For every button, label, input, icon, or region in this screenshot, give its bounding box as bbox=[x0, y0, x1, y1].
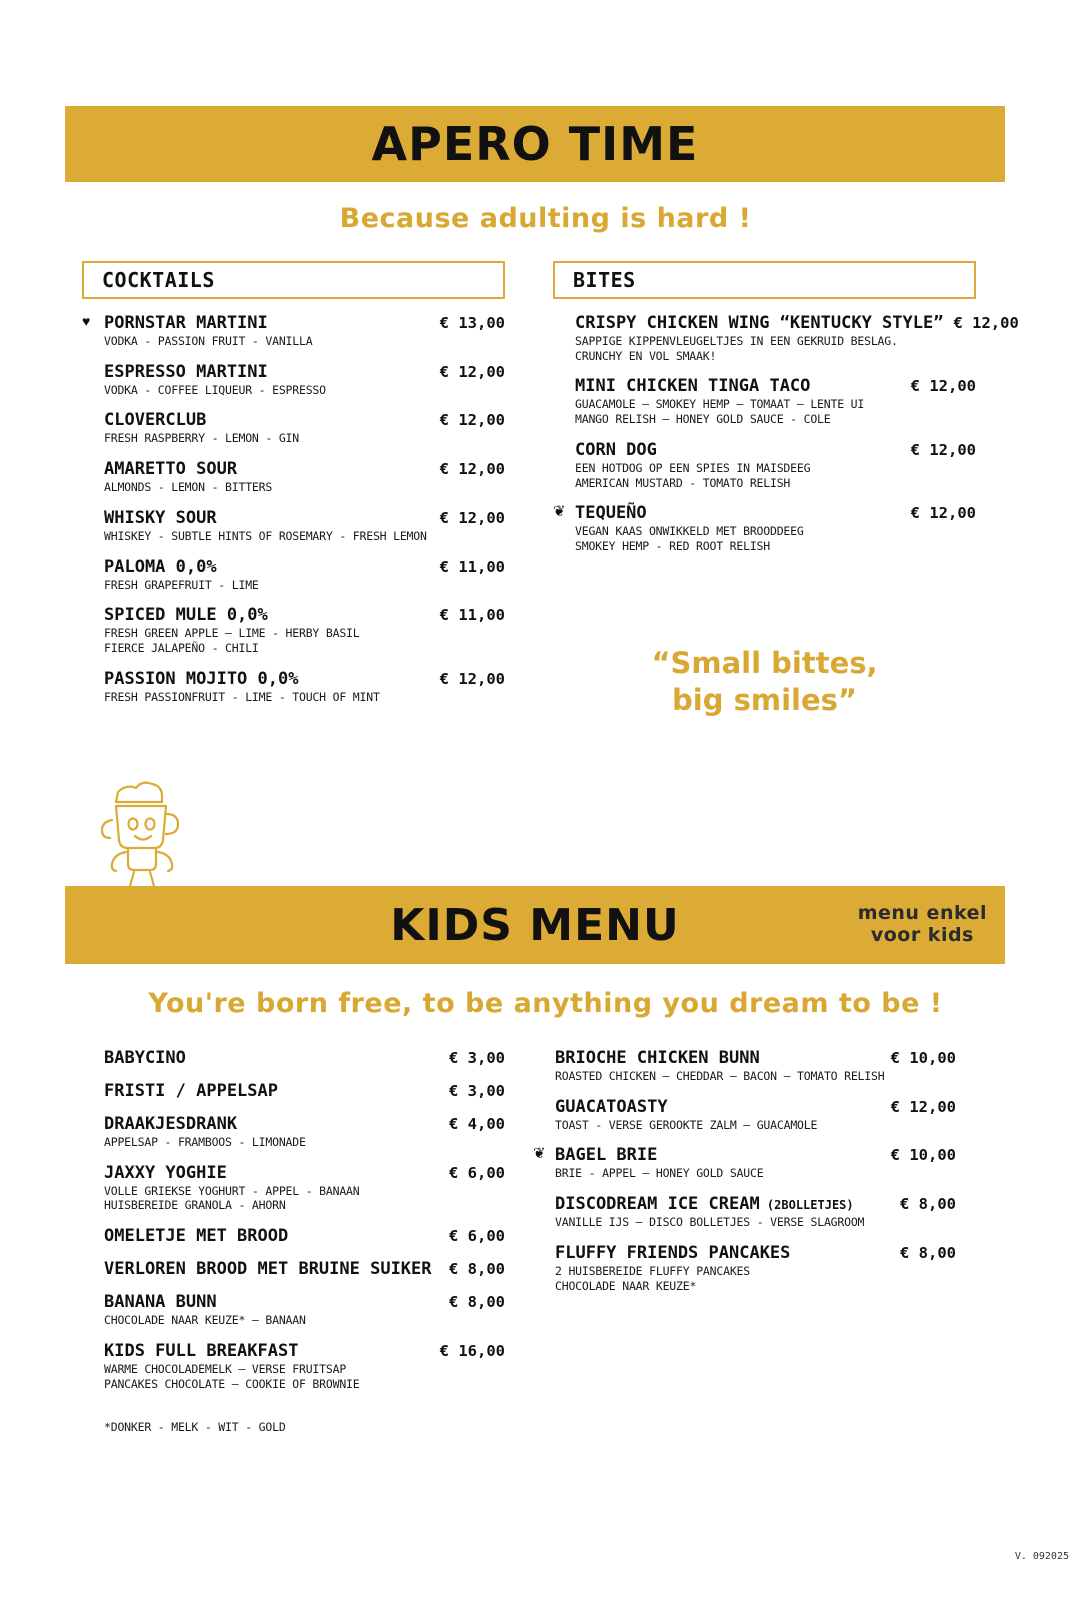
menu-item-row bbox=[104, 1226, 505, 1246]
menu-item-price: € 12,00 bbox=[890, 1097, 956, 1116]
kids-menu-banner bbox=[65, 886, 1005, 964]
menu-item-name-note: (2BOLLETJES) bbox=[759, 1198, 854, 1213]
quote-line-2: big smiles” bbox=[672, 683, 857, 718]
menu-item-price: € 12,00 bbox=[910, 440, 976, 459]
menu-item-name: BABYCINO bbox=[104, 1048, 186, 1068]
kids-chocolate-footnote: *DONKER - MELK - WIT - GOLD bbox=[104, 1420, 286, 1434]
menu-item-price: € 6,00 bbox=[449, 1227, 505, 1246]
menu-item-description: FRESH GRAPEFRUIT - LIME bbox=[104, 577, 259, 592]
menu-item bbox=[82, 313, 505, 349]
mascot-coffee-cup-icon bbox=[88, 780, 198, 895]
menu-item bbox=[553, 503, 976, 553]
menu-item bbox=[82, 1081, 505, 1101]
quote-line-1: “Small bittes, bbox=[651, 646, 878, 680]
menu-item-row bbox=[555, 1048, 956, 1068]
cocktails-heading-label: COCKTAILS bbox=[102, 268, 215, 292]
kids-note-line-1: menu enkel bbox=[857, 902, 987, 925]
menu-item-name: DRAAKJESDRANK bbox=[104, 1114, 238, 1134]
menu-item-row bbox=[555, 1145, 956, 1165]
menu-item bbox=[82, 1259, 505, 1279]
menu-item-row bbox=[104, 1163, 505, 1183]
menu-item-row bbox=[104, 669, 505, 689]
menu-item-row bbox=[575, 313, 1019, 333]
cocktails-section-heading bbox=[82, 261, 505, 299]
kids-left-list bbox=[82, 1048, 505, 1404]
menu-item-name: DISCODREAM ICE CREAM (2BOLLETJES) bbox=[555, 1194, 854, 1215]
menu-item-name: GUACATOASTY bbox=[555, 1096, 668, 1117]
cocktails-list bbox=[82, 313, 505, 717]
menu-item-description: GUACAMOLE – SMOKEY HEMP – TOMAAT – LENTE UI MANGO RELISH – HONEY GOLD SAUCE - COLE bbox=[575, 397, 865, 427]
menu-item-name: CORN DOG bbox=[575, 439, 657, 460]
menu-item-row bbox=[575, 503, 976, 523]
menu-item-row bbox=[104, 362, 505, 382]
menu-item-price: € 8,00 bbox=[449, 1293, 505, 1312]
menu-item-name: FRISTI / APPELSAP bbox=[104, 1081, 278, 1101]
menu-item-price: € 12,00 bbox=[439, 508, 505, 527]
menu-item-price: € 16,00 bbox=[439, 1341, 505, 1360]
menu-item-description: VODKA - COFFEE LIQUEUR - ESPRESSO bbox=[104, 382, 326, 397]
menu-item-name: PORNSTAR MARTINI bbox=[104, 313, 268, 333]
menu-item-description: FRESH GREEN APPLE – LIME - HERBY BASIL FIERCE JALAPEÑO - CHILI bbox=[104, 626, 360, 656]
menu-item-price: € 12,00 bbox=[439, 460, 505, 479]
menu-item-description: BRIE - APPEL – HONEY GOLD SAUCE bbox=[555, 1166, 764, 1181]
menu-item-name: BANANA BUNN bbox=[104, 1292, 217, 1313]
menu-item-name: VERLOREN BROOD MET BRUINE SUIKER bbox=[104, 1259, 432, 1280]
menu-item-row bbox=[104, 459, 505, 479]
menu-item-row bbox=[104, 557, 505, 577]
menu-item-row bbox=[104, 508, 505, 528]
menu-item-row bbox=[575, 376, 976, 396]
menu-item-price: € 12,00 bbox=[910, 504, 976, 523]
menu-item-price: € 8,00 bbox=[900, 1243, 956, 1262]
bites-list bbox=[553, 313, 1019, 567]
menu-item-price: € 12,00 bbox=[910, 377, 976, 396]
menu-item-row bbox=[104, 605, 505, 625]
menu-item bbox=[82, 669, 505, 705]
menu-item-description: VANILLE IJS – DISCO BOLLETJES - VERSE SLAGROOM bbox=[555, 1215, 865, 1230]
menu-item-description: VOLLE GRIEKSE YOGHURT - APPEL - BANAAN HUISBEREIDE GRANOLA - AHORN bbox=[104, 1183, 360, 1213]
menu-item-row bbox=[104, 1292, 505, 1312]
menu-item-price: € 13,00 bbox=[439, 314, 505, 332]
menu-item-name: ESPRESSO MARTINI bbox=[104, 361, 268, 382]
menu-item-name: PASSION MOJITO 0,0% bbox=[104, 668, 299, 689]
menu-item-price: € 12,00 bbox=[953, 314, 1019, 332]
menu-item-description: FRESH PASSIONFRUIT - LIME - TOUCH OF MINT bbox=[104, 689, 380, 704]
menu-item-name: WHISKY SOUR bbox=[104, 507, 217, 528]
menu-item bbox=[553, 376, 976, 426]
kids-note-line-2: voor kids bbox=[870, 924, 974, 946]
menu-item-description: 2 HUISBEREIDE FLUFFY PANCAKES CHOCOLADE NAAR KEUZE* bbox=[555, 1263, 750, 1293]
menu-item-row bbox=[104, 410, 505, 430]
menu-item-name: SPICED MULE 0,0% bbox=[104, 605, 268, 626]
menu-item-row bbox=[555, 1194, 956, 1214]
menu-item-row bbox=[555, 1097, 956, 1117]
menu-item-description: WARME CHOCOLADEMELK – VERSE FRUITSAP PANCAKES CHOCOLATE – COOKIE OF BROWNIE bbox=[104, 1361, 360, 1391]
menu-item-description: ALMONDS - LEMON - BITTERS bbox=[104, 480, 273, 495]
kids-tagline: You're born free, to be anything you dream to be ! bbox=[148, 988, 943, 1019]
menu-item-name: MINI CHICKEN TINGA TACO bbox=[575, 376, 811, 397]
menu-item-description: TOAST - VERSE GEROOKTE ZALM – GUACAMOLE bbox=[555, 1117, 818, 1132]
menu-item bbox=[82, 1163, 505, 1213]
menu-item-description: APPELSAP - FRAMBOOS - LIMONADE bbox=[104, 1135, 306, 1149]
menu-item-name: OMELETJE MET BROOD bbox=[104, 1226, 289, 1247]
menu-item bbox=[82, 605, 505, 655]
leaf-icon: ❦ bbox=[553, 503, 566, 521]
menu-item-name: JAXXY YOGHIE bbox=[104, 1162, 227, 1183]
menu-item-price: € 3,00 bbox=[449, 1049, 505, 1067]
menu-item-price: € 10,00 bbox=[890, 1049, 956, 1067]
menu-item-description: EEN HOTDOG OP EEN SPIES IN MAISDEEG AMERICAN MUSTARD - TOMATO RELISH bbox=[575, 460, 811, 490]
menu-item-price: € 3,00 bbox=[449, 1082, 505, 1100]
menu-item-description: WHISKEY - SUBTLE HINTS OF ROSEMARY - FRESH LEMON bbox=[104, 528, 427, 543]
menu-item bbox=[82, 508, 505, 544]
menu-item-price: € 12,00 bbox=[439, 669, 505, 688]
menu-item-price: € 12,00 bbox=[439, 411, 505, 430]
menu-item-price: € 12,00 bbox=[439, 362, 505, 381]
menu-item-name: BAGEL BRIE bbox=[555, 1145, 658, 1166]
menu-item-price: € 4,00 bbox=[449, 1115, 505, 1133]
menu-item bbox=[82, 459, 505, 495]
menu-item bbox=[533, 1194, 956, 1230]
menu-item-price: € 11,00 bbox=[439, 557, 505, 576]
menu-item-row bbox=[104, 1259, 505, 1279]
menu-item bbox=[553, 313, 1019, 363]
menu-item-price: € 10,00 bbox=[890, 1146, 956, 1165]
menu-item-name: CLOVERCLUB bbox=[104, 410, 207, 431]
menu-item-name: TEQUEÑO bbox=[575, 503, 647, 524]
menu-item-price: € 8,00 bbox=[449, 1260, 505, 1279]
kids-menu-title: KIDS MENU bbox=[390, 899, 680, 951]
menu-item-name: BRIOCHE CHICKEN BUNN bbox=[555, 1048, 760, 1068]
menu-item bbox=[82, 557, 505, 593]
menu-item-description: SAPPIGE KIPPENVLEUGELTJES IN EEN GEKRUID BESLAG. CRUNCHY EN VOL SMAAK! bbox=[575, 334, 898, 363]
small-bites-quote bbox=[553, 645, 976, 719]
menu-item-description: ROASTED CHICKEN – CHEDDAR – BACON – TOMATO RELISH bbox=[555, 1069, 885, 1083]
menu-item-row bbox=[104, 1081, 505, 1101]
menu-item bbox=[533, 1145, 956, 1181]
menu-item-name: PALOMA 0,0% bbox=[104, 556, 217, 577]
kids-menu-note bbox=[858, 903, 987, 947]
menu-item-row bbox=[104, 1114, 505, 1134]
menu-item-price: € 6,00 bbox=[449, 1163, 505, 1182]
menu-item bbox=[533, 1097, 956, 1133]
menu-item bbox=[82, 1048, 505, 1068]
menu-item-description: VODKA - PASSION FRUIT - VANILLA bbox=[104, 334, 313, 348]
heart-icon: ♥ bbox=[82, 313, 91, 329]
menu-item-description: FRESH RASPBERRY - LEMON - GIN bbox=[104, 431, 299, 446]
apero-time-banner bbox=[65, 106, 1005, 182]
menu-item-name: CRISPY CHICKEN WING “KENTUCKY STYLE” bbox=[575, 313, 944, 333]
menu-item bbox=[553, 440, 976, 490]
menu-item-row bbox=[555, 1243, 956, 1263]
menu-item bbox=[533, 1243, 956, 1293]
menu-item bbox=[82, 410, 505, 446]
menu-item bbox=[82, 1341, 505, 1391]
menu-item-name: FLUFFY FRIENDS PANCAKES bbox=[555, 1242, 791, 1263]
menu-item bbox=[82, 1114, 505, 1150]
menu-item-price: € 11,00 bbox=[439, 606, 505, 625]
menu-item bbox=[82, 1292, 505, 1328]
menu-item-name: KIDS FULL BREAKFAST bbox=[104, 1340, 299, 1361]
kids-right-list bbox=[533, 1048, 956, 1306]
menu-item-row bbox=[575, 440, 976, 460]
bites-section-heading bbox=[553, 261, 976, 299]
menu-item-price: € 8,00 bbox=[900, 1195, 956, 1214]
apero-time-title: APERO TIME bbox=[371, 117, 699, 171]
apero-tagline: Because adulting is hard ! bbox=[339, 203, 752, 234]
menu-item-row bbox=[104, 1048, 505, 1068]
menu-item bbox=[533, 1048, 956, 1084]
menu-item bbox=[82, 1226, 505, 1246]
menu-item-description: VEGAN KAAS ONWIKKELD MET BROODDEEG SMOKEY HEMP - RED ROOT RELISH bbox=[575, 524, 804, 554]
leaf-icon: ❦ bbox=[533, 1145, 546, 1163]
menu-item-description: CHOCOLADE NAAR KEUZE* – BANAAN bbox=[104, 1313, 306, 1328]
menu-item-row bbox=[104, 313, 505, 333]
menu-item-row bbox=[104, 1341, 505, 1361]
version-label: V. 092025 bbox=[1014, 1551, 1069, 1562]
menu-item-name: AMARETTO SOUR bbox=[104, 459, 238, 480]
bites-heading-label: BITES bbox=[573, 268, 636, 292]
menu-item bbox=[82, 362, 505, 398]
